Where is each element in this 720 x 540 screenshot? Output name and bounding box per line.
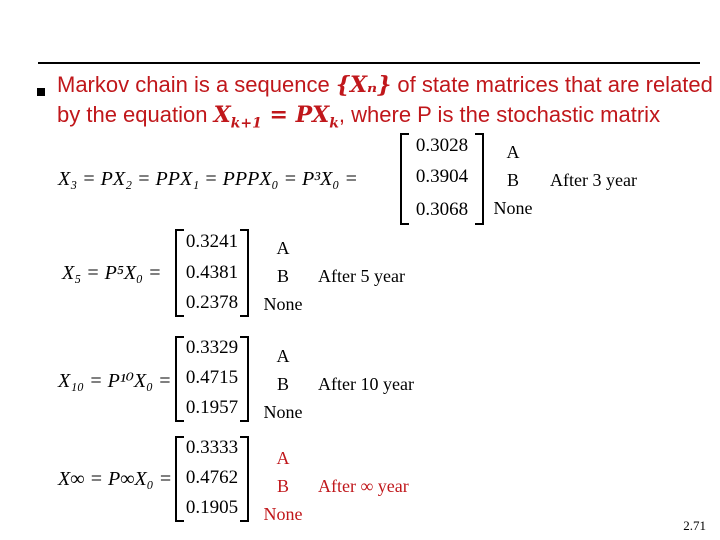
eq-x5-label-none: None <box>263 294 303 314</box>
eq-x3-matrix <box>400 133 484 225</box>
eq-xinf-label-none: None <box>263 504 303 524</box>
eq-x5-label-a: A <box>276 238 290 258</box>
line2-pre: by the equation <box>57 102 214 127</box>
line1-pre: Markov chain is a sequence <box>57 72 336 97</box>
eq-x10-label-a: A <box>276 346 290 366</box>
eq-x10-lhs: X₁₀ = P¹⁰X₀ = <box>58 370 172 392</box>
eq-x10-label-none: None <box>263 402 303 422</box>
eq-x10-value-none: 0.1957 <box>185 397 239 418</box>
eq-x5-value-a: 0.3241 <box>185 231 239 252</box>
eq-x3-value-b: 0.3904 <box>415 166 469 187</box>
eq-x3-lhs: X₃ = PX₂ = PPX₁ = PPPX₀ = P³X₀ = <box>58 168 358 190</box>
eq-x5-caption: After 5 year <box>318 266 405 286</box>
eq-x5-lhs: X₅ = P⁵X₀ = <box>62 262 162 284</box>
line2-math-b-sub: k <box>329 115 339 132</box>
eq-xinf-matrix <box>175 436 249 522</box>
eq-x5-value-b: 0.4381 <box>185 262 239 283</box>
title-rule <box>38 62 700 64</box>
eq-xinf-value-b: 0.4762 <box>185 467 239 488</box>
eq-xinf-label-a: A <box>276 448 290 468</box>
eq-x3-value-a: 0.3028 <box>415 135 469 156</box>
line2-math-b: = PX <box>261 102 330 128</box>
eq-xinf-lhs: X∞ = P∞X₀ = <box>58 468 173 490</box>
eq-xinf-caption: After ∞ year <box>318 476 409 496</box>
page-number: 2.71 <box>683 518 706 533</box>
eq-x10-label-b: B <box>276 374 289 394</box>
eq-x3-value-none: 0.3068 <box>415 199 469 220</box>
bullet-marker <box>37 88 45 96</box>
bullet-text-line1 <box>57 72 713 98</box>
eq-x5-label-b: B <box>276 266 289 286</box>
eq-x5-value-none: 0.2378 <box>185 292 239 313</box>
eq-x5-matrix <box>175 229 249 317</box>
line1-math: {Xₙ} <box>335 72 392 98</box>
eq-xinf-value-none: 0.1905 <box>185 497 239 518</box>
eq-x3-label-a: A <box>506 142 520 162</box>
line1-post: of state matrices that are related <box>391 72 713 97</box>
eq-x3-label-b: B <box>506 170 519 190</box>
eq-x3-label-none: None <box>493 198 533 218</box>
eq-x10-matrix <box>175 336 249 422</box>
eq-x10-caption: After 10 year <box>318 374 414 394</box>
eq-xinf-label-b: B <box>276 476 289 496</box>
eq-xinf-value-a: 0.3333 <box>185 437 239 458</box>
line2-post: , where P is the stochastic matrix <box>338 102 661 127</box>
line2-math-a-sub: k+1 <box>230 115 262 132</box>
eq-x10-value-a: 0.3329 <box>185 337 239 358</box>
eq-x10-value-b: 0.4715 <box>185 367 239 388</box>
line2-math-a: X <box>213 102 231 128</box>
eq-x3-caption: After 3 year <box>550 170 637 190</box>
bullet-text-line2 <box>57 102 660 131</box>
